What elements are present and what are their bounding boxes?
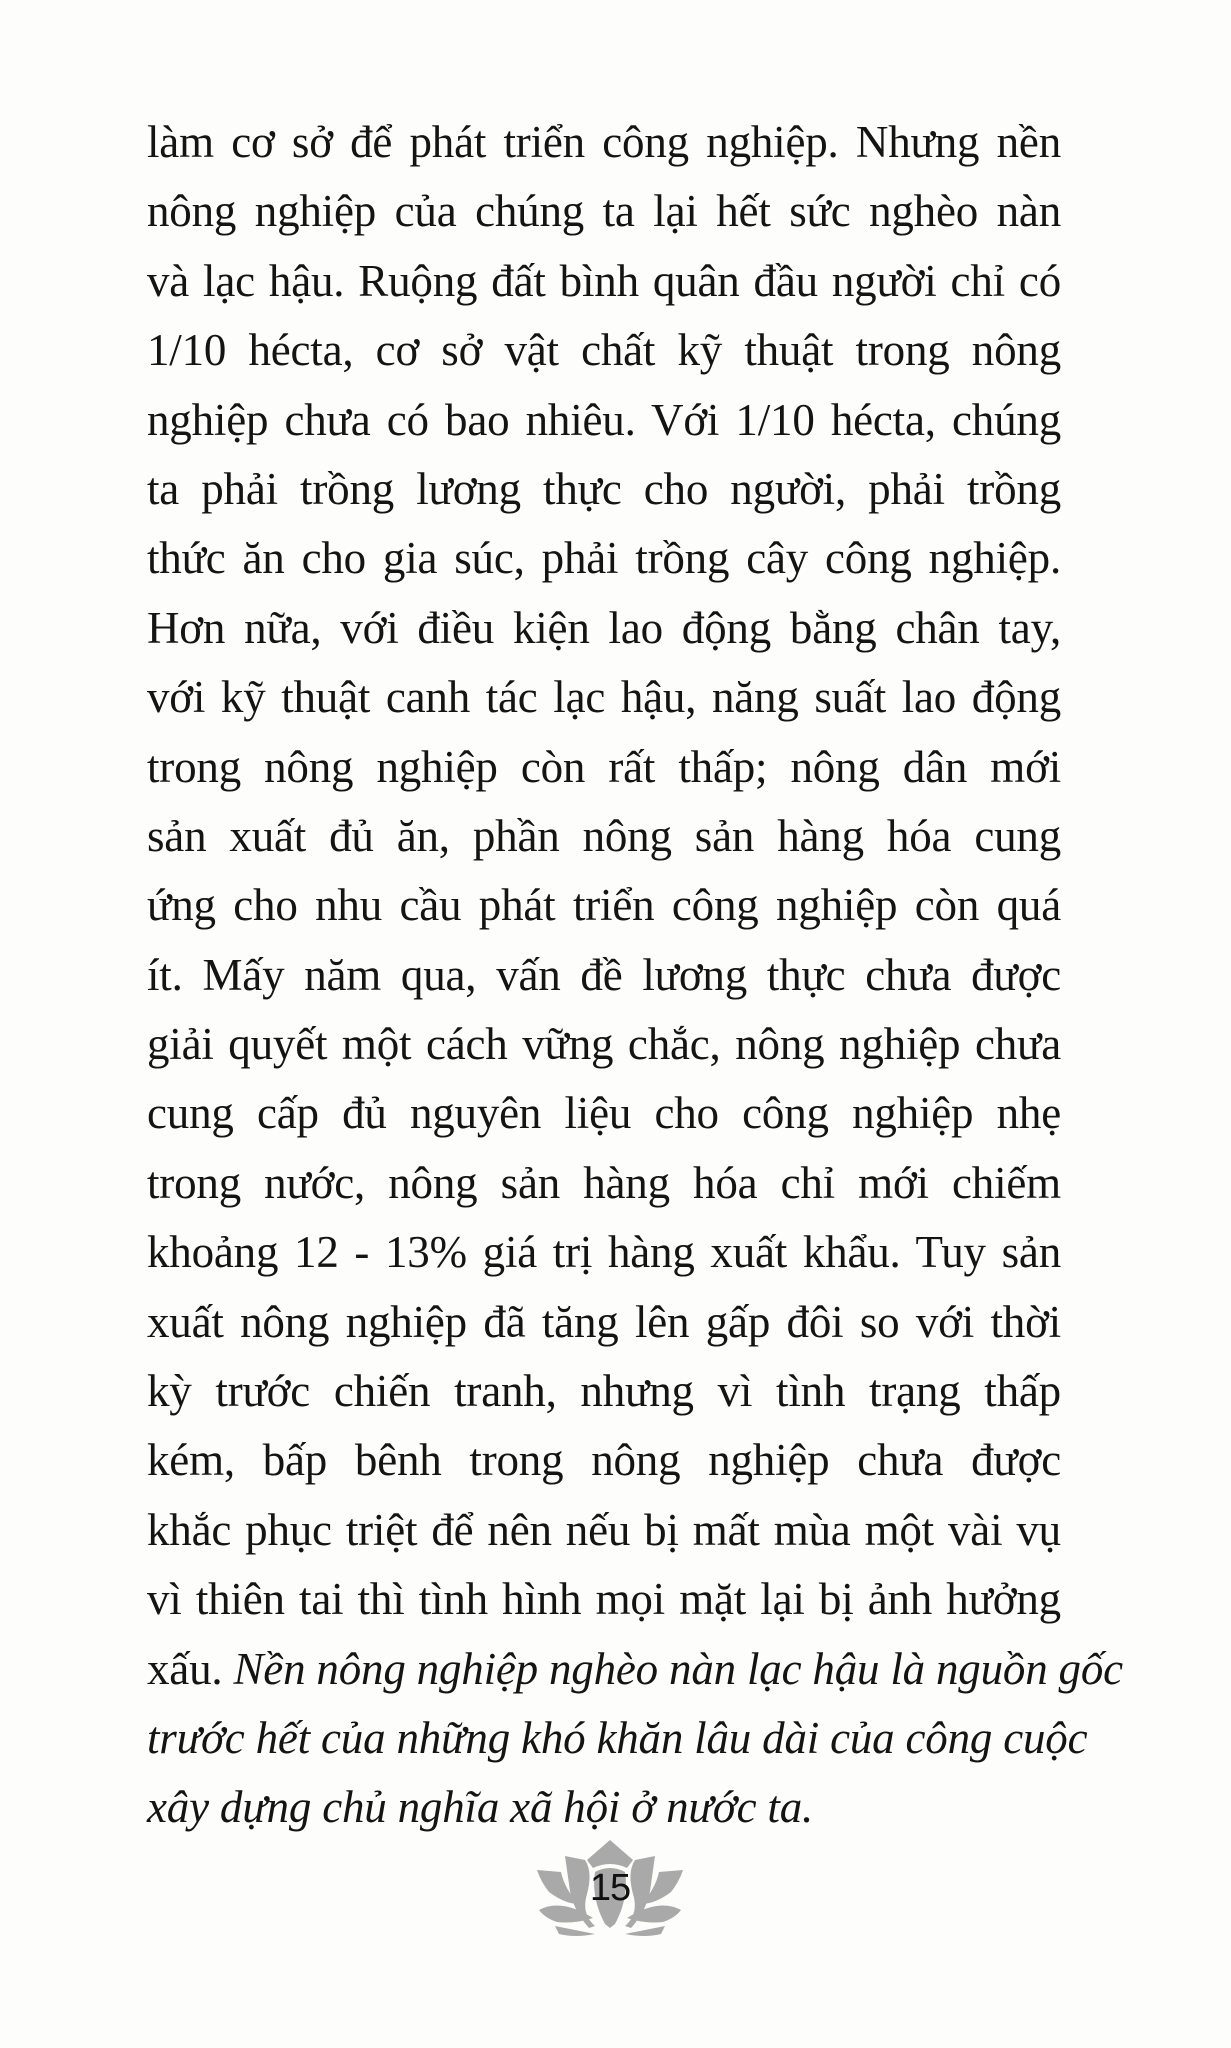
text-line: vì thiên tai thì tình hình mọi mặt lại bị ảnh hưởng — [147, 1574, 1061, 1625]
text-line: nghiệp chưa có bao nhiêu. Với 1/10 hécta, chúng — [147, 394, 1061, 445]
text-line-mixed — [147, 1635, 1123, 1704]
text-line: sản xuất đủ ăn, phần nông sản hàng hóa cung — [147, 810, 1061, 861]
regular-text-segment: xấu. — [147, 1643, 234, 1694]
text-line: xuất nông nghiệp đã tăng lên gấp đôi so với thời — [147, 1296, 1061, 1347]
body-paragraph — [147, 108, 1123, 1843]
text-line: nông nghiệp của chúng ta lại hết sức nghèo nàn — [147, 186, 1061, 237]
text-line: cung cấp đủ nguyên liệu cho công nghiệp nhẹ — [147, 1088, 1061, 1139]
text-line: giải quyết một cách vững chắc, nông nghiệp chưa — [147, 1019, 1061, 1070]
text-line: với kỹ thuật canh tác lạc hậu, năng suất lao động — [147, 672, 1061, 723]
italic-emphasis-segment: Nền nông nghiệp nghèo nàn lạc hậu là nguồn gốc — [233, 1643, 1123, 1694]
italic-emphasis-line-last: xây dựng chủ nghĩa xã hội ở nước ta. — [147, 1782, 814, 1833]
text-line: khoảng 12 - 13% giá trị hàng xuất khẩu. Tuy sản — [147, 1227, 1061, 1278]
text-line: làm cơ sở để phát triển công nghiệp. Nhưng nền — [147, 117, 1061, 167]
text-line: ta phải trồng lương thực cho người, phải trồng — [147, 463, 1061, 514]
text-line: Hơn nữa, với điều kiện lao động bằng chân tay, — [147, 602, 1061, 653]
text-line: ít. Mấy năm qua, vấn đề lương thực chưa được — [147, 949, 1061, 1000]
text-line: 1/10 hécta, cơ sở vật chất kỹ thuật trong nông — [147, 325, 1061, 376]
text-line: và lạc hậu. Ruộng đất bình quân đầu người chỉ có — [147, 255, 1061, 306]
text-line: kỳ trước chiến tranh, nhưng vì tình trạng thấp — [147, 1366, 1061, 1417]
text-line: khắc phục triệt để nên nếu bị mất mùa một vài vụ — [147, 1504, 1061, 1555]
text-line: kém, bấp bênh trong nông nghiệp chưa được — [147, 1435, 1061, 1486]
text-line: ứng cho nhu cầu phát triển công nghiệp còn quá — [147, 880, 1061, 931]
text-line: thức ăn cho gia súc, phải trồng cây công nghiệp. — [147, 533, 1061, 584]
text-line: trong nông nghiệp còn rất thấp; nông dân mới — [147, 741, 1061, 792]
text-line: trong nước, nông sản hàng hóa chỉ mới chiếm — [147, 1157, 1061, 1208]
page-number: 15 — [589, 1867, 631, 1909]
italic-emphasis-line: trước hết của những khó khăn lâu dài của công cuộc — [147, 1712, 1088, 1763]
page-number-ornament — [535, 1838, 685, 1942]
